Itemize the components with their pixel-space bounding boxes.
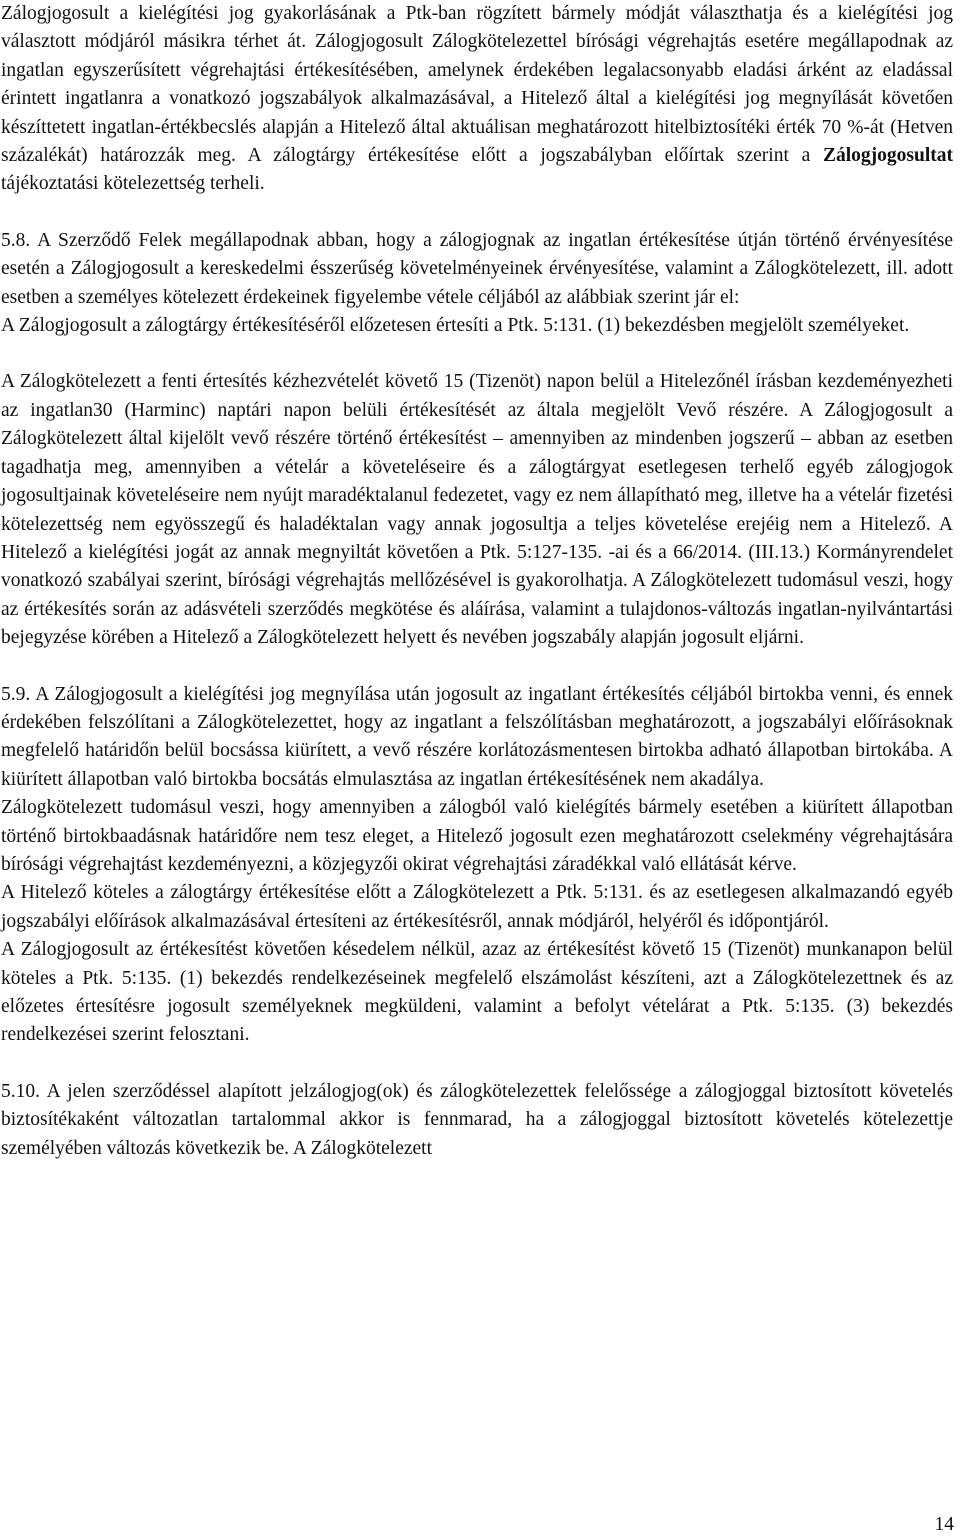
paragraph-hitelezo-koteles: A Hitelező köteles a zálogtárgy értékesítése előtt a Zálogkötelezett a Ptk. 5:131. és az esetlegesen alkalmazandó egyéb jogszabályi előírások alkalmazásával értesíteni az értékesítésről, annak módjáról, helyéről és időpontjáról. [1, 882, 953, 932]
paragraph-5-10: 5.10. A jelen szerződéssel alapított jelzálogjog(ok) és zálogkötelezettek felelőssége a zálogjoggal biztosított követelés biztosítékaként változatlan tartalommal akkor is fennmarad, ha a zálogjoggal biztosított követelés kötelezettje személyében változás következik be. A Zálogkötelezett [1, 1080, 953, 1159]
paragraph-ertesites: A Zálogjogosult a zálogtárgy értékesítéséről előzetesen értesíti a Ptk. 5:131. (1) bekezdésben megjelölt személyeket. [1, 315, 910, 337]
bold-term-zalogjogosultat: Zálogjogosultat [822, 145, 953, 167]
paragraph-birtokbaadas: Zálogkötelezett tudomásul veszi, hogy amennyiben a zálogból való kielégítés bármely esetében a kiürített állapotban történő birtokbaadásnak határidőre nem tesz eleget, a Hitelező jogosult ezen meghatározott cselekmény végrehajtására bírósági végrehajtást kezdeményezni, a közjegyzői okirat végrehajtási záradékkal való ellátását kérve. [1, 797, 953, 875]
paragraph-text: Zálogjogosult a kielégítési jog gyakorlásának a Ptk-ban rögzített bármely módját választhatja és a kielégítési jog választott módjáról másikra térhet át. Zálogjogosult Zálogkötelezettel bírósági végrehajtás esetére megállapodnak az ingatlan egyszerűsített végrehajtási értékesítésében, amelynek érdekében legalacsonyabb eladási árként az eladással érintett ingatlanra a vonatkozó jogszabályok alkalmazásával, a Hitelező által a kielégítési jog megnyílását követően készíttetett ingatlan-értékbecslés alapján a Hitelező által aktuálisan meghatározott hitelbiztosítéki érték 70 %-át (Hetven százalékát) határozzák meg. A zálogtárgy értékesítése előtt a jogszabályban előírtak szerint a [1, 3, 953, 167]
paragraph-valasztott-mod [1, 0, 953, 199]
paragraph-zalogkotelezett-ertekesites: A Zálogkötelezett a fenti értesítés kézhezvételét követő 15 (Tizenöt) napon belül a Hitelezőnél írásban kezdeményezheti az ingatlan30 (Harminc) naptári napon belüli értékesítését az általa megjelölt Vevő részére. A Zálogjogosult a Zálogkötelezett által kijelölt vevő részére történő értékesítést – amennyiben az mindenben jogszerű – abban az esetben tagadhatja meg, amennyiben a vételár a követeléseire és a zálogtárgyat esetlegesen terhelő egyéb zálogjogok jogosultjainak követeléseire nem nyújt maradéktalanul fedezetet, vagy ez nem állapítható meg, illetve ha a vételár fizetési kötelezettség nem egyösszegű és haladéktalan vagy annak jogosultja a teljes követelése erejéig nem a Hitelező. A Hitelező a kielégítési jogát az annak megnyiltát követően a Ptk. 5:127-135. -ai és a 66/2014. (III.13.) Kormányrendelet vonatkozó szabályai szerint, bírósági végrehajtás mellőzésével is gyakorolhatja. A Zálogkötelezett tudomásul veszi, hogy az értékesítés során az adásvételi szerződés megkötése és aláírása, valamint a tulajdonos-változás ingatlan-nyilvántartási bejegyzése körében a Hitelező a Zálogkötelezett helyett és nevében jogszabály alapján jogosult eljárni. [1, 371, 953, 649]
document-page [1, 0, 953, 1163]
paragraph-5-9: 5.9. A Zálogjogosult a kielégítési jog megnyílása után jogosult az ingatlant értékesítés céljából birtokba venni, és ennek érdekében felszólítani a Zálogkötelezettet, hogy az ingatlant a felszólításban meghatározott, a jogszabályi előírásoknak megfelelő határidőn belül bocsássa kiürített, a vevő részére korlátozásmentesen birtokba adható állapotban birtokába. A kiürített állapotban való birtokba bocsátás elmulasztása az ingatlan értékesítésének nem akadálya. [1, 683, 953, 790]
paragraph-text: tájékoztatási kötelezettség terheli. [1, 173, 265, 195]
paragraph-elszamolas: A Zálogjogosult az értékesítést követően késedelem nélkül, azaz az értékesítést követő 15 (Tizenöt) munkanapon belül köteles a Ptk. 5:135. (1) bekezdés rendelkezéseinek megfelelő elszámolást készíteni, azt a Zálogkötelezettnek és az előzetes értesítésre jogosult személyeknek megküldeni, valamint a befolyt vételárat a Ptk. 5:135. (3) bekezdés rendelkezései szerint felosztani. [1, 939, 953, 1046]
page-number: 14 [934, 1514, 954, 1535]
paragraph-5-8: 5.8. A Szerződő Felek megállapodnak abban, hogy a zálogjognak az ingatlan értékesítése útján történő érvényesítése esetén a Zálogjogosult a kereskedelmi ésszerűség követelményeinek érvényesítése, valamint a Zálogkötelezett, ill. adott esetben a személyes kötelezett érdekeinek figyelembe vétele céljából az alábbiak szerint jár el: [1, 229, 953, 308]
